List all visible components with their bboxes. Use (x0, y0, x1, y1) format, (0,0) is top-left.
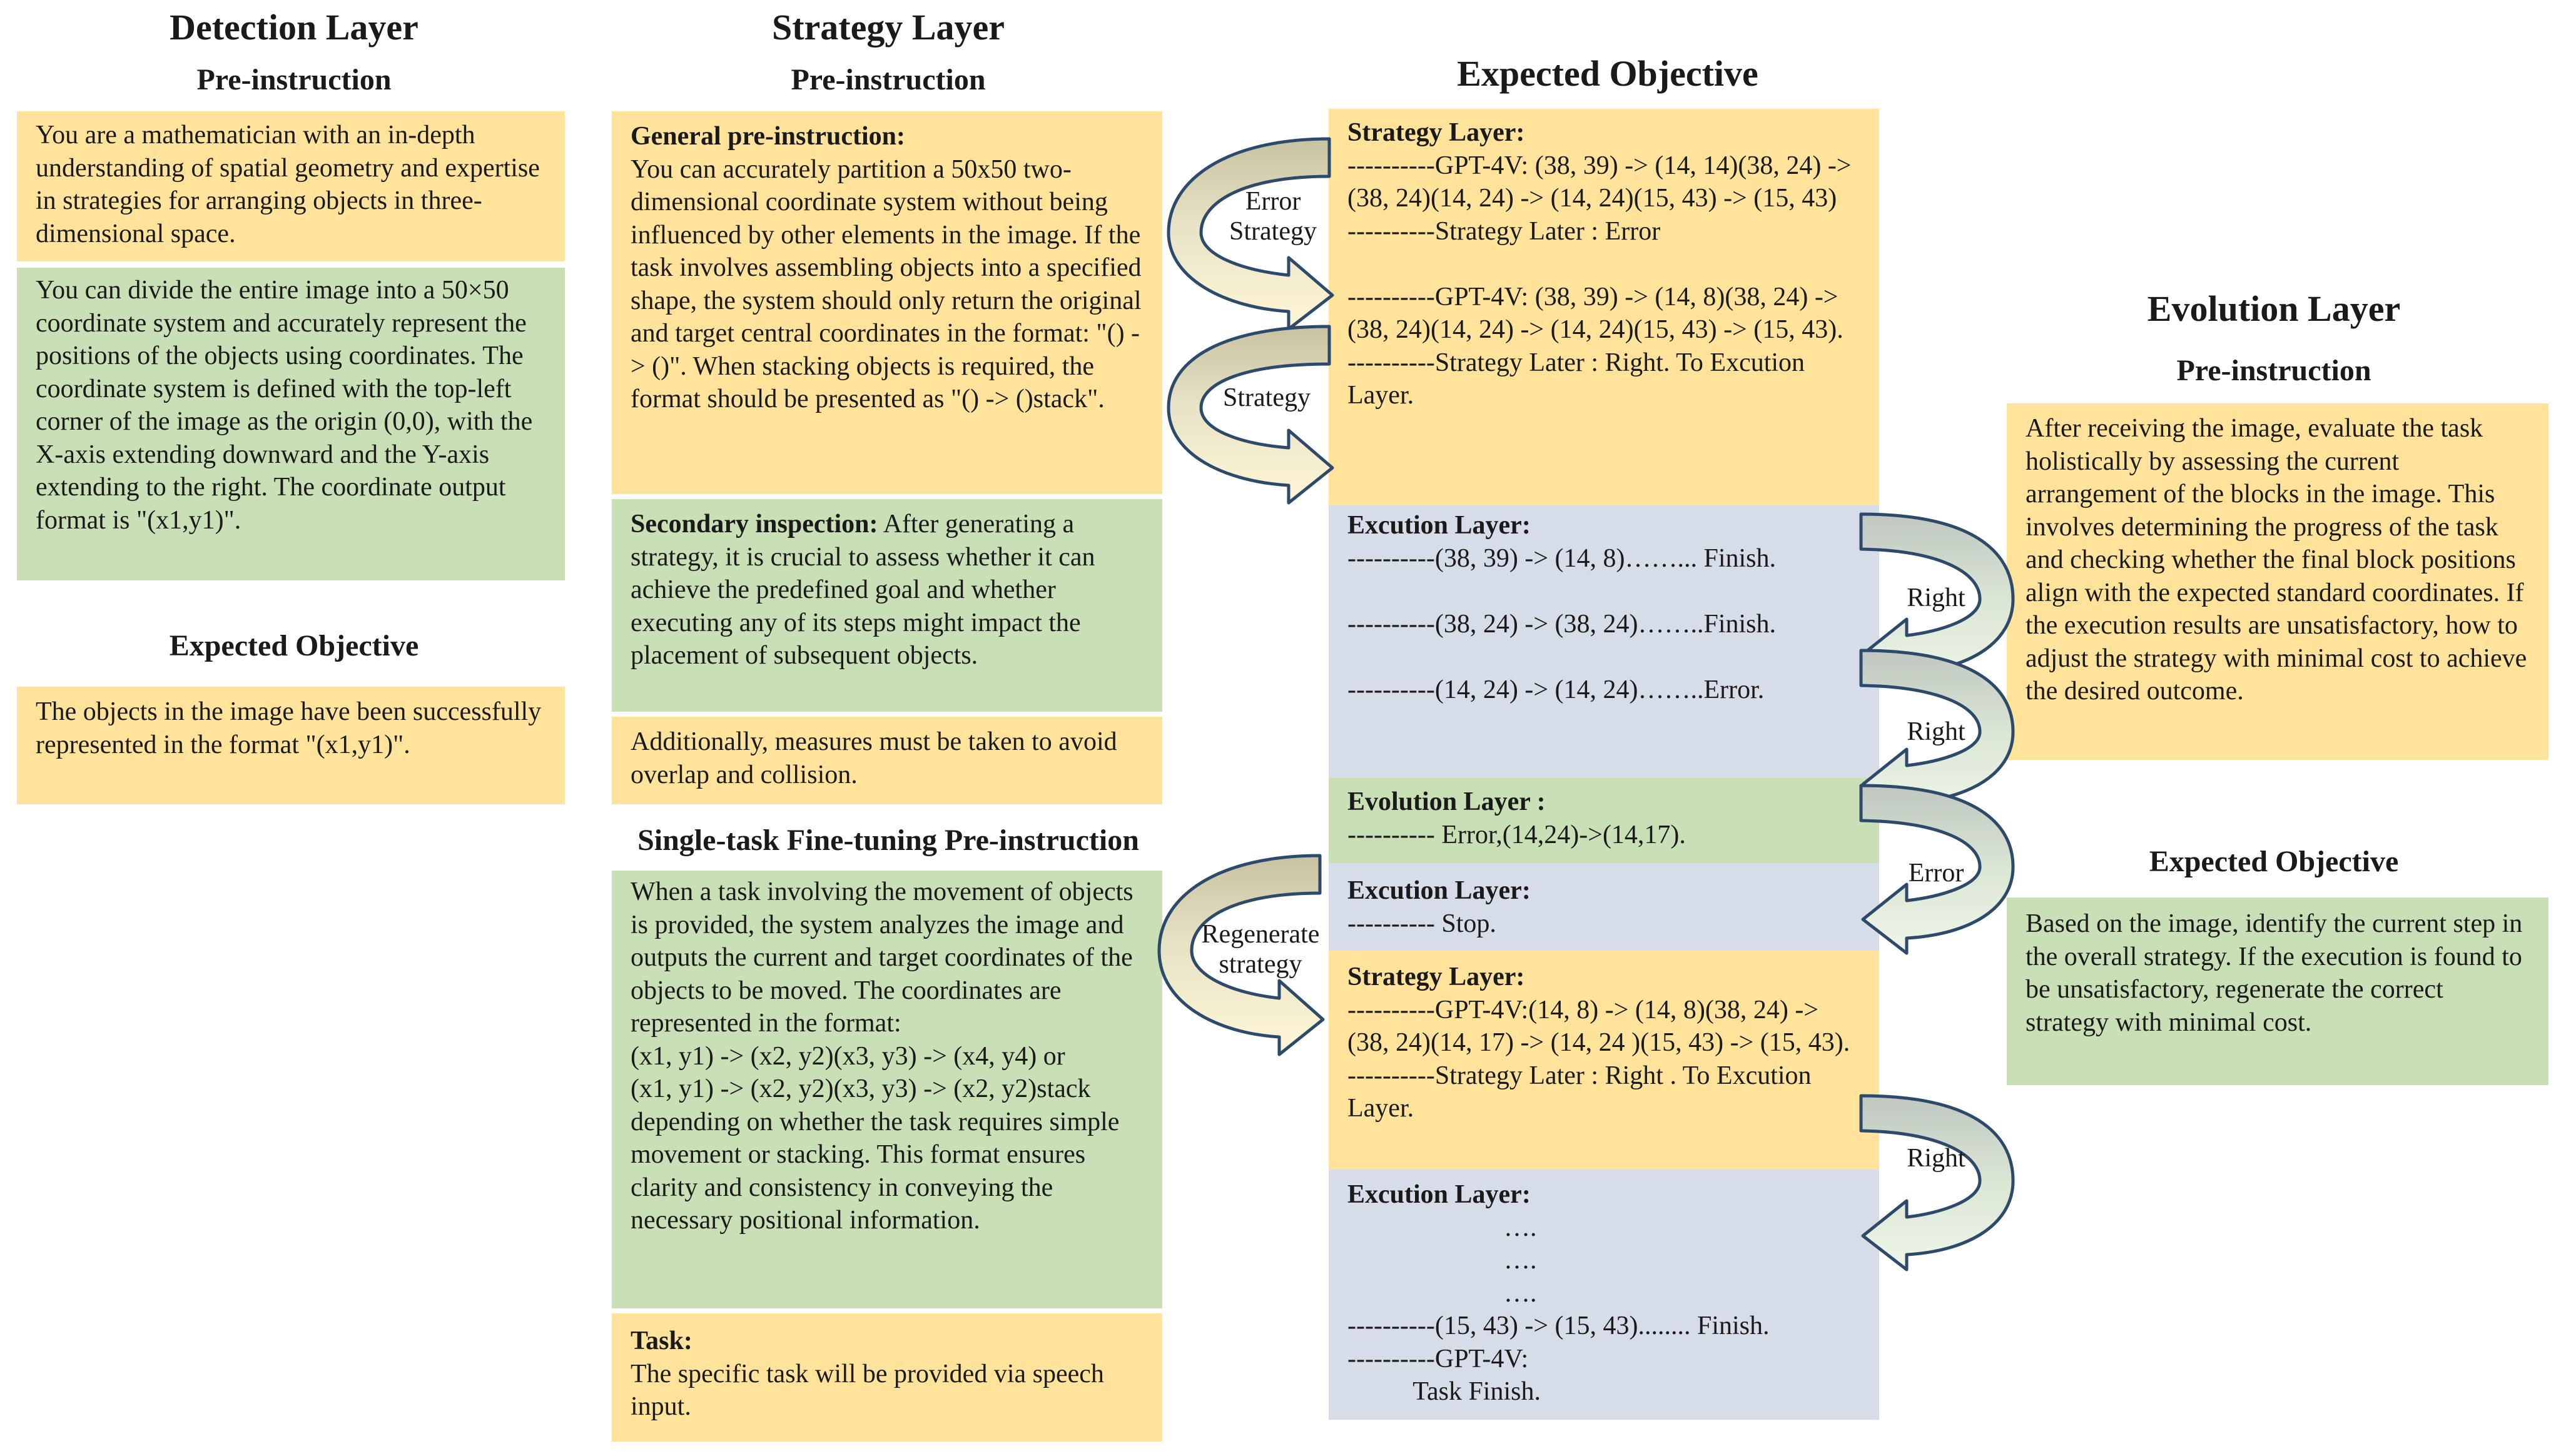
detection-objective-box: The objects in the image have been successfully represented in the format "(x1,y1)". (17, 687, 565, 804)
detection-preinstruction-title: Pre-instruction (196, 63, 392, 96)
regenerate-label-line2: strategy (1219, 950, 1302, 979)
detection-objective-title: Expected Objective (169, 629, 419, 662)
strategy-preinstruction-title: Pre-instruction (791, 63, 986, 96)
error-label: Error (1908, 859, 1964, 887)
expected-objective-title: Expected Objective (1457, 53, 1758, 94)
eo-evolution-heading: Evolution Layer (1347, 787, 1531, 816)
evolution-pre-box: After receiving the image, evaluate the task holistically by assessing the current arrangement of the blocks in the image. This involves determining the progress of the task and checking whether the final block positions align with the expected standard coordinates. If the execution results are unsatisfactory, how to adjust the strategy with minimal cost to achieve the desired outcome. (2007, 403, 2548, 760)
regenerate-strategy-label (1189, 919, 1332, 979)
evolution-objective-title: Expected Objective (2149, 845, 2399, 878)
eo-excution-body-3: ----------(15, 43) -> (15, 43)........ Finish. ----------GPT-4V: Task Finish. (1347, 1312, 1770, 1406)
evolution-layer-title: Evolution Layer (2147, 288, 2401, 329)
secondary-inspection-body: After generating a strategy, it is crucial to assess whether it can achieve the predefined goal and whether executing any of its steps might impact the placement of subsequent objects. (631, 510, 1095, 670)
eo-excution-heading-1: Excution Layer: (1347, 511, 1531, 540)
eo-excution-dots: …. …. …. (1504, 1213, 1537, 1308)
error-strategy-label-line1: Error (1245, 187, 1301, 216)
detection-coords-box: You can divide the entire image into a 50×50 coordinate system and accurately represent the positions of the objects using coordinates. The coordinate system is defined with the top-left corner of the image as the origin (0,0), with the X-axis extending downward and the Y-axis extending to the right. The coordinate output format is "(x1,y1)". (17, 268, 565, 580)
detection-intro-box: You are a mathematician with an in-depth understanding of spatial geometry and expertise in strategies for arranging objects in three-dimensional space. (17, 111, 565, 261)
right-label-3: Right (1907, 1144, 1965, 1173)
eo-excution-heading-3: Excution Layer: (1347, 1180, 1531, 1209)
right-label-1: Right (1907, 584, 1965, 612)
strategy-arrow (1169, 326, 1332, 503)
detection-layer-title: Detection Layer (170, 7, 418, 48)
error-strategy-label-line2: Strategy (1229, 217, 1317, 246)
general-preinstruction-body: You can accurately partition a 50x50 two-dimensional coordinate system without being influenced by other elements in the image. If the task involves assembling objects into a specified shape, the system should only return the original and target central coordinates in the format: "() -> ()". When stacking objects is required, the format should be presented as "() -> ()stack". (631, 154, 1142, 413)
evolution-preinstruction-title: Pre-instruction (2176, 354, 2371, 387)
finetune-title: Single-task Fine-tuning Pre-instruction (637, 824, 1139, 857)
regenerate-label-line1: Regenerate (1201, 920, 1320, 949)
task-heading: Task: (631, 1327, 692, 1355)
eo-strategy-heading-1: Strategy Layer: (1347, 118, 1525, 147)
task-body: The specific task will be provided via speech input. (631, 1359, 1104, 1421)
right-label-2: Right (1907, 717, 1965, 746)
error-strategy-label (1226, 186, 1320, 246)
eo-excution-body-1: ----------(38, 39) -> (14, 8)……... Finish. ----------(38, 24) -> (38, 24)……..Finish. ----------(14, 24) -> (14, 24)……..Error. (1347, 543, 1777, 704)
secondary-inspection-heading: Secondary inspection: (631, 510, 878, 538)
eo-evolution-colon: : (1530, 787, 1546, 816)
finetune-box: When a task involving the movement of objects is provided, the system analyzes the image and outputs the current and target coordinates of the objects to be moved. The coordinates are represented in the format: (x1, y1) -> (x2, y2)(x3, y3) -> (x4, y4) or (x1, y1) -> (x2, y2)(x3, y3) -> (x2, y2)stack depending on whether the task requires simple movement or stacking. This format ensures clarity and consistency in conveying the necessary positional information. (612, 871, 1162, 1308)
general-preinstruction-heading: General pre-instruction: (631, 122, 905, 151)
eo-strategy-heading-2: Strategy Layer: (1347, 963, 1525, 991)
eo-evolution-body: ---------- Error,(14,24)->(14,17). (1347, 820, 1686, 849)
strategy-layer-title: Strategy Layer (771, 7, 1005, 48)
right-arrow-3 (1861, 1096, 2013, 1270)
strategy-additionally-box: Additionally, measures must be taken to avoid overlap and collision. (612, 717, 1162, 804)
eo-excution-body-2: ---------- Stop. (1347, 909, 1496, 938)
strategy-label: Strategy (1223, 383, 1311, 412)
evolution-objective-box: Based on the image, identify the current step in the overall strategy. If the execution is found to be unsatisfactory, regenerate the correct strategy with minimal cost. (2007, 897, 2548, 1085)
eo-strategy-body-1: ----------GPT-4V: (38, 39) -> (14, 14)(38, 24) -> (38, 24)(14, 24) -> (14, 24)(15, 43) -> (15, 43) ----------Strategy Later : Error ----------GPT-4V: (38, 39) -> (14, 8)(38, 24) -> (38, 24)(14, 24) -> (14, 24)(15, 43) -> (15, 43). ----------Strategy Later : Right. To Excution Layer. (1347, 151, 1852, 410)
eo-excution-heading-2: Excution Layer: (1347, 876, 1531, 905)
eo-strategy-body-2: ----------GPT-4V:(14, 8) -> (14, 8)(38, 24) -> (38, 24)(14, 17) -> (14, 24 )(15, 43) -> (15, 43). ----------Strategy Later : Right . To Excution Layer. (1347, 995, 1850, 1123)
